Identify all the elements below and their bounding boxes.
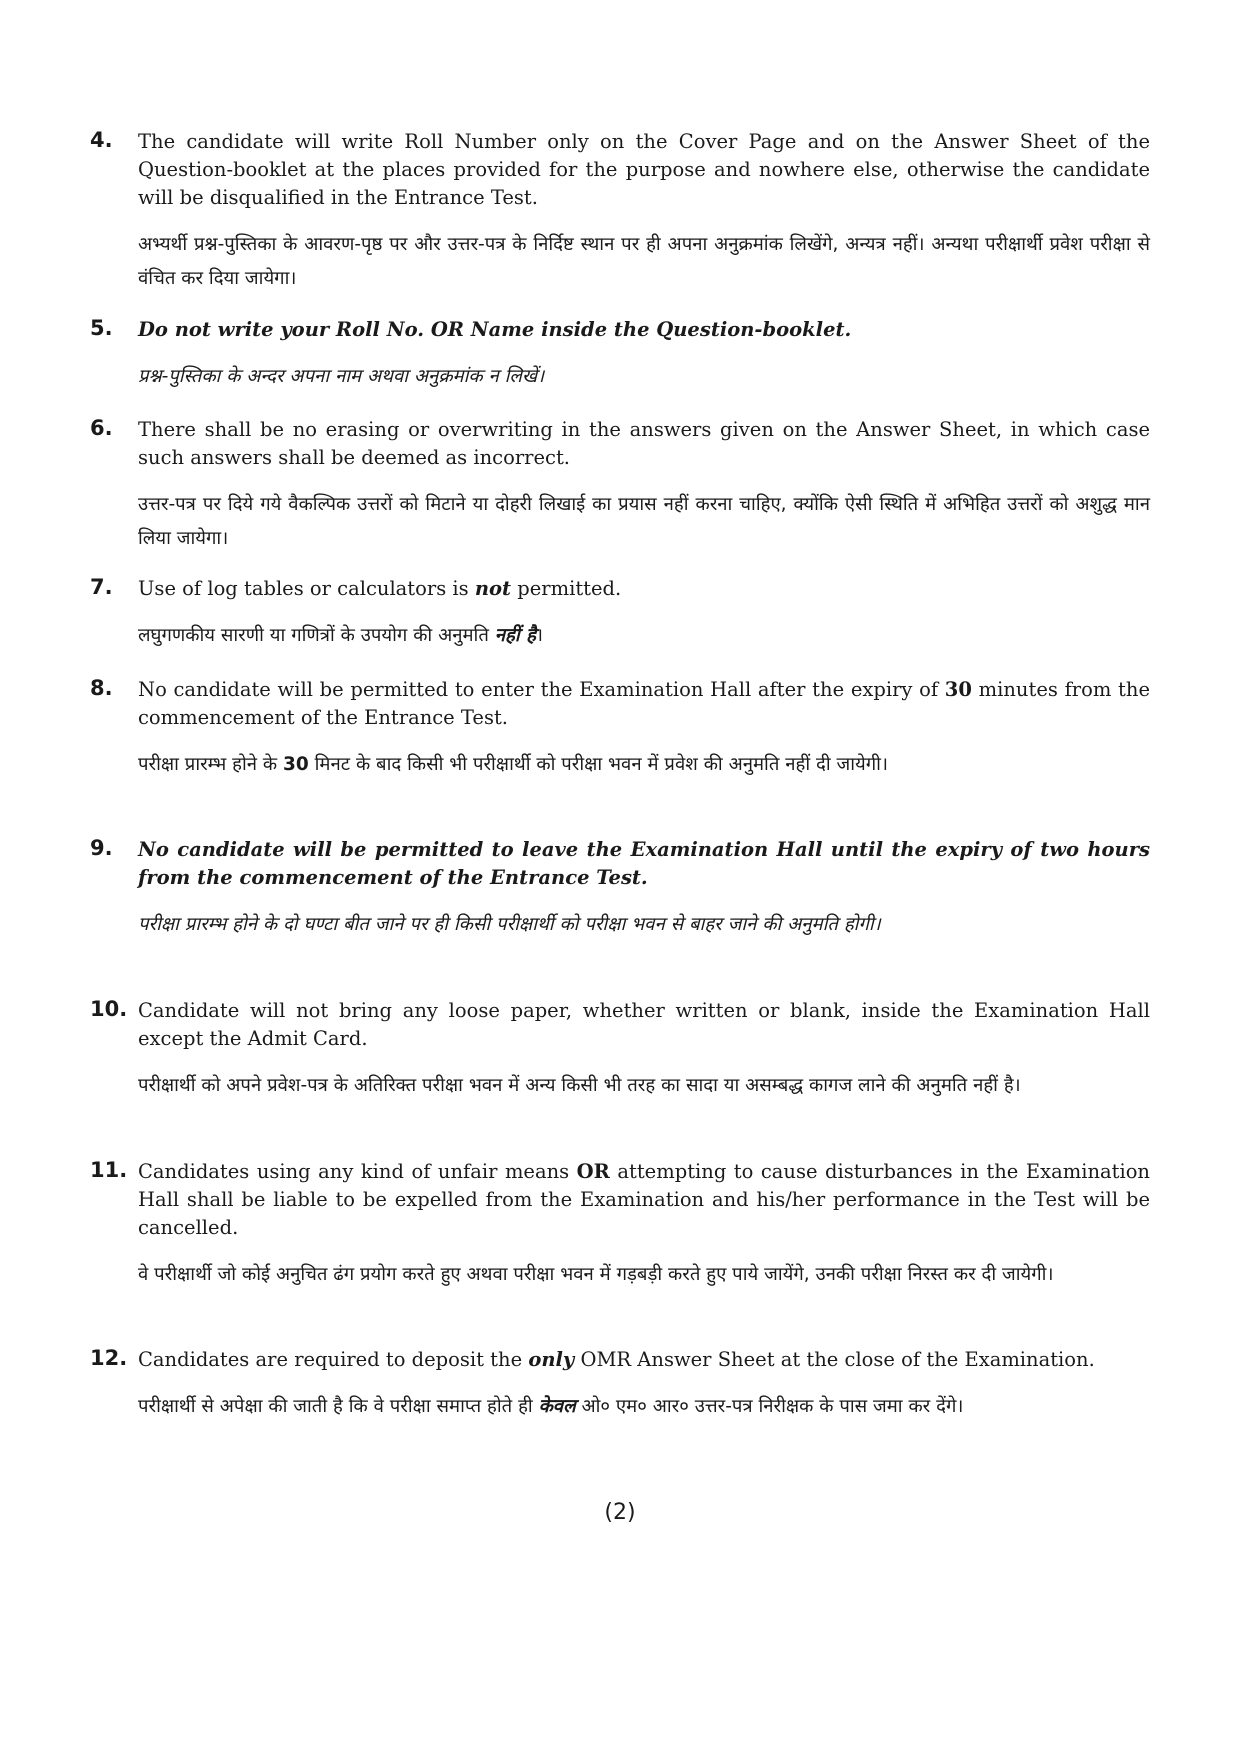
emphasis-nahi-hai: नहीं है [494, 625, 536, 646]
emphasis-keval: केवल [538, 1396, 576, 1417]
text-segment: minutes from the commencement of the Entrance Test. [138, 678, 1150, 729]
item-hindi-text: वे परीक्षार्थी जो कोई अनुचित ढंग प्रयोग करते हुए अथवा परीक्षा भवन में गड़बड़ी करते हुए पाये जायेंगे, उनकी परीक्षा निरस्त कर दी जायेगी। [138, 1264, 1054, 1285]
instruction-item-12 [90, 1346, 1150, 1424]
text-segment: No candidate will be permitted to enter the Examination Hall after the expiry of [138, 678, 945, 701]
emphasis-only: only [528, 1348, 575, 1371]
item-english-text: No candidate will be permitted to leave the Examination Hall until the expiry of two hours from the commencement of the Entrance Test. [138, 838, 1150, 889]
item-number: 7. [90, 575, 113, 599]
text-segment: permitted. [511, 577, 622, 600]
text-segment: परीक्षा प्रारम्भ होने के [138, 754, 283, 775]
item-english-text: The candidate will write Roll Number only on the Cover Page and on the Answer Sheet of the Question-booklet at the places provided for the purpose and nowhere else, otherwise the candidate will be disqualified in the Entrance Test. [138, 130, 1150, 209]
item-hindi-text: परीक्षा प्रारम्भ होने के दो घण्टा बीत जाने पर ही किसी परीक्षार्थी को परीक्षा भवन से बाहर जाने की अनुमति होगी। [138, 914, 881, 935]
text-segment: मिनट के बाद किसी भी परीक्षार्थी को परीक्षा भवन में प्रवेश की अनुमति नहीं दी जायेगी। [308, 754, 888, 775]
instruction-item-10 [90, 997, 1150, 1103]
text-segment: Candidates using any kind of unfair means [138, 1160, 577, 1183]
emphasis-not: not [474, 577, 512, 600]
item-hindi-text: अभ्यर्थी प्रश्न-पुस्तिका के आवरण-पृष्ठ पर और उत्तर-पत्र के निर्दिष्ट स्थान पर ही अपना अनुक्रमांक लिखेंगे, अन्यत्र नहीं। अन्यथा परीक्षार्थी प्रवेश परीक्षा से वंचित कर दिया जायेगा। [138, 234, 1150, 289]
item-number: 8. [90, 676, 113, 700]
item-number: 5. [90, 316, 113, 340]
text-segment: Use of log tables or calculators is [138, 577, 475, 600]
item-number: 12. [90, 1346, 128, 1370]
item-hindi-text [138, 1390, 1150, 1424]
item-english-text [138, 1346, 1150, 1374]
instruction-item-9 [90, 836, 1150, 942]
item-english-text: Do not write your Roll No. OR Name inside the Question-booklet. [138, 318, 852, 341]
emphasis-30: 30 [282, 754, 309, 775]
item-number: 4. [90, 128, 113, 152]
text-segment: परीक्षार्थी से अपेक्षा की जाती है कि वे परीक्षा समाप्त होते ही [138, 1396, 539, 1417]
item-number: 11. [90, 1158, 128, 1182]
item-number: 6. [90, 416, 113, 440]
text-segment: ओ० एम० आर० उत्तर-पत्र निरीक्षक के पास जमा कर देंगे। [575, 1396, 964, 1417]
item-number: 10. [90, 997, 128, 1021]
text-segment: । [535, 625, 543, 646]
text-segment: लघुगणकीय सारणी या गणित्रों के उपयोग की अनुमति [138, 625, 495, 646]
item-hindi-text: उत्तर-पत्र पर दिये गये वैकल्पिक उत्तरों को मिटाने या दोहरी लिखाई का प्रयास नहीं करना चाहिए, क्योंकि ऐसी स्थिति में अभिहित उत्तरों को अशुद्ध मान लिया जायेगा। [138, 494, 1150, 549]
item-hindi-text [138, 619, 1150, 653]
instruction-item-8 [90, 676, 1150, 782]
instruction-item-5 [90, 316, 1150, 394]
text-segment: Candidates are required to deposit the [138, 1348, 529, 1371]
text-segment: OMR Answer Sheet at the close of the Examination. [574, 1348, 1095, 1371]
item-hindi-text [138, 748, 1150, 782]
text-segment: attempting to cause disturbances in the Examination Hall shall be liable to be expelled from the Examination and his/her performance in the Test will be cancelled. [138, 1160, 1150, 1239]
item-hindi-text: प्रश्न-पुस्तिका के अन्दर अपना नाम अथवा अनुक्रमांक न लिखें। [138, 366, 545, 387]
emphasis-or: OR [576, 1160, 610, 1183]
item-english-text: There shall be no erasing or overwriting in the answers given on the Answer Sheet, in which case such answers shall be deemed as incorrect. [138, 418, 1150, 469]
instruction-item-4 [90, 128, 1150, 296]
item-english-text [138, 676, 1150, 732]
item-english-text [138, 575, 1150, 603]
item-english-text [138, 1158, 1150, 1242]
emphasis-30: 30 [944, 678, 972, 701]
item-hindi-text: परीक्षार्थी को अपने प्रवेश-पत्र के अतिरिक्त परीक्षा भवन में अन्य किसी भी तरह का सादा या असम्बद्ध कागज लाने की अनुमति नहीं है। [138, 1075, 1021, 1096]
page-number: (2) [604, 1500, 636, 1525]
item-number: 9. [90, 836, 113, 860]
instruction-item-6 [90, 416, 1150, 556]
instruction-item-11 [90, 1158, 1150, 1292]
item-english-text: Candidate will not bring any loose paper, whether written or blank, inside the Examination Hall except the Admit Card. [138, 999, 1150, 1050]
instruction-item-7 [90, 575, 1150, 653]
